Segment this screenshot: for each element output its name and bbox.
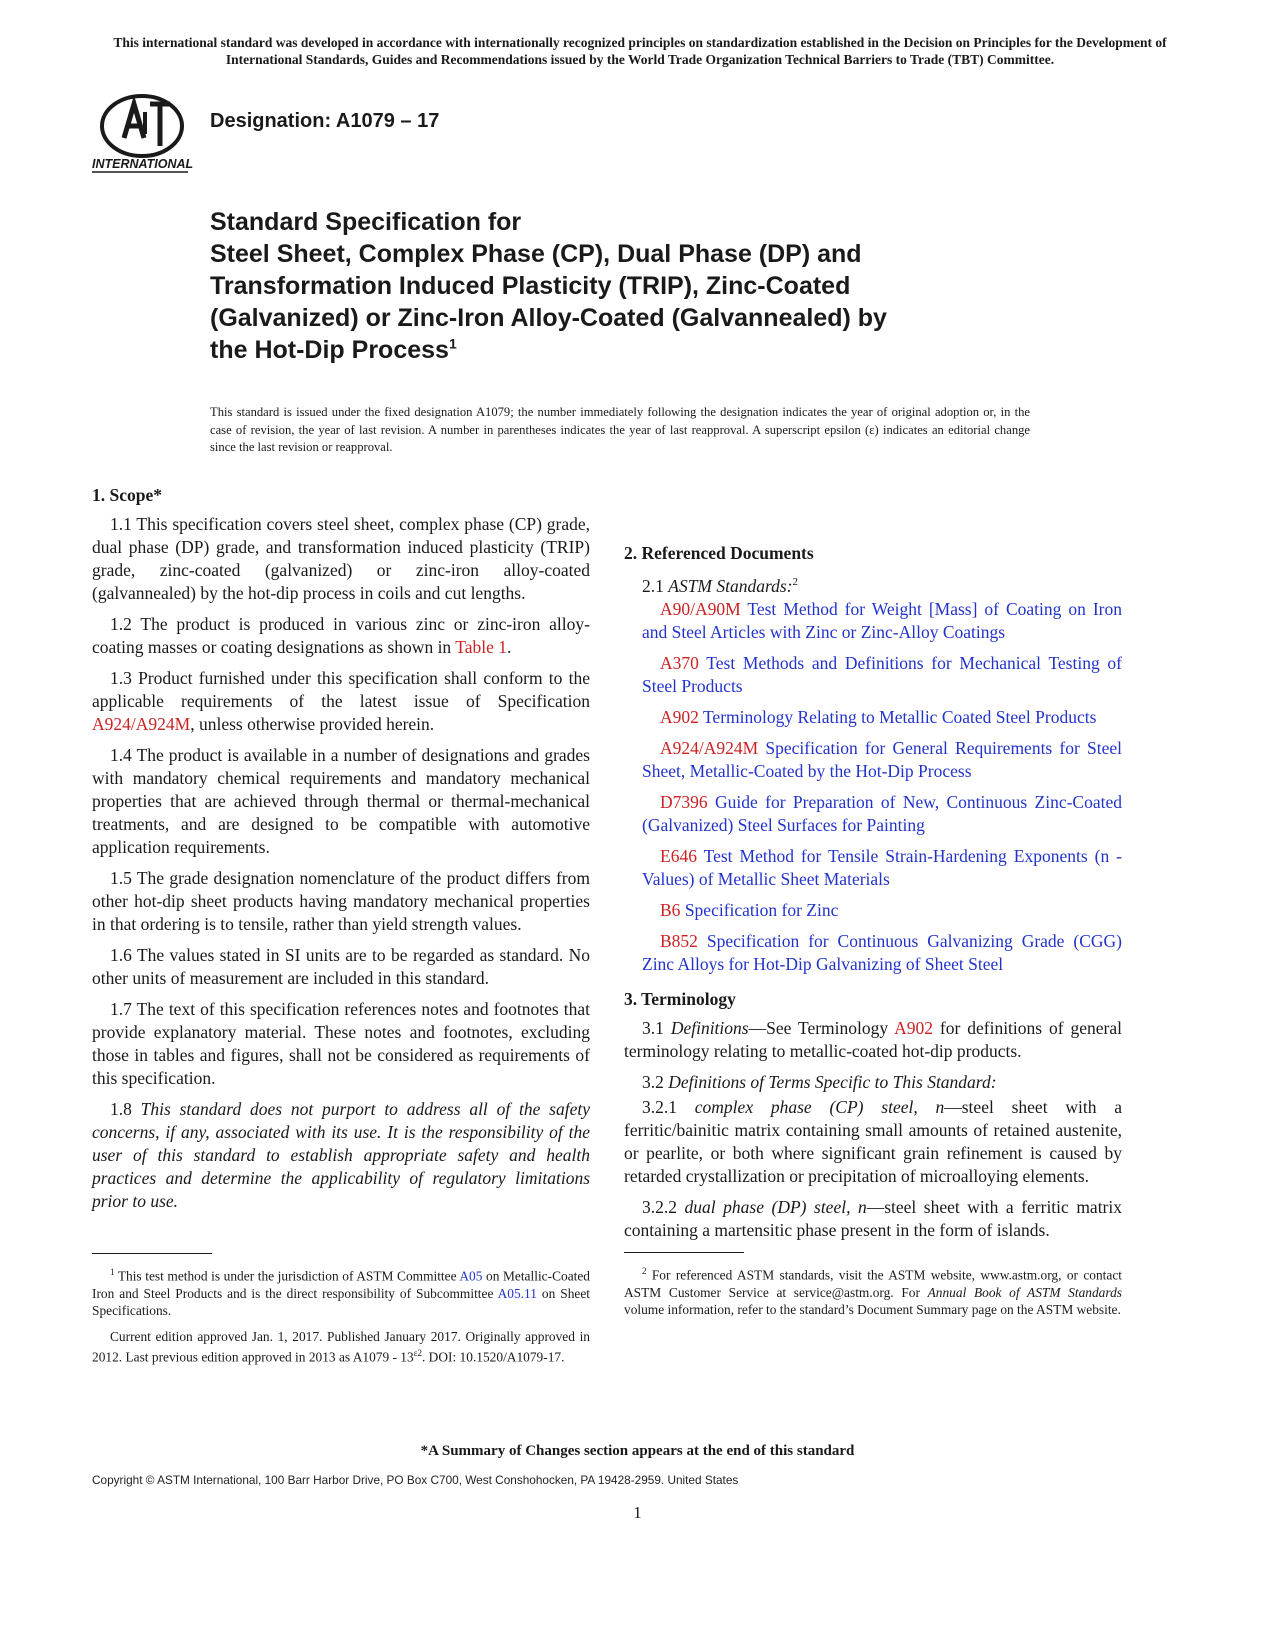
referenced-item[interactable]: [624, 598, 1122, 644]
para-1-1: 1.1 This specification covers steel sheet, complex phase (CP) grade, dual phase (DP) grade, and transformation induced plasticity (TRIP) grade, zinc-coated (galvanized) or zinc-iron alloy-coated (galvannealed) by the hot-dip process in coils and cut lengths.: [92, 514, 590, 603]
footnote-rule: [92, 1253, 212, 1254]
section-scope-heading: 1. Scope*: [92, 485, 162, 505]
footnote-2: $^2$ For referenced ASTM standards, visit the ASTM website, www.astm.org, or contact ASTM Customer Service at service@astm.org. For Annual Book of ASTM Standards volume information, refer to the standard’s Document Summary page on the ASTM website.: [624, 1265, 1122, 1318]
page-number: 1: [633, 1503, 642, 1522]
referenced-doc-title[interactable]: Guide for Preparation of New, Continuous Zinc-Coated (Galvanized) Steel Surfaces for Painting: [642, 791, 1122, 835]
title-line-1: Standard Specification for: [210, 208, 522, 236]
para-1-8-continuation-space: [624, 484, 1122, 530]
referenced-doc-title[interactable]: Test Methods and Definitions for Mechanical Testing of Steel Products: [642, 652, 1122, 696]
referenced-item[interactable]: [624, 737, 1122, 783]
a05-link[interactable]: A05: [459, 1268, 483, 1284]
referenced-item[interactable]: [624, 652, 1122, 698]
issued-note: This standard is issued under the fixed designation A1079; the number immediately following the designation indicates the year of original adoption or, in the case of revision, the year of last revision. A number in parentheses indicates the year of last reapproval. A superscript epsilon (ε) indicates an editorial change since the last revision or reapproval.: [210, 405, 1030, 454]
referenced-list: [624, 598, 1122, 976]
table-1-link[interactable]: Table 1: [455, 637, 507, 657]
referenced-doc-id[interactable]: A370: [660, 652, 699, 673]
referenced-item[interactable]: [624, 899, 1122, 922]
a902-link[interactable]: A902: [894, 1017, 933, 1038]
referenced-doc-id[interactable]: A902: [660, 706, 699, 727]
summary-of-changes-note: *A Summary of Changes section appears at the end of this standard: [420, 1443, 855, 1459]
para-3-2: 3.2 Definitions of Terms Specific to This Standard:: [642, 1071, 997, 1092]
a924-link[interactable]: A924/A924M: [92, 714, 191, 734]
copyright: Copyright © ASTM International, 100 Barr Harbor Drive, PO Box C700, West Conshohocken, PA 19428-2959. United States: [92, 1473, 739, 1487]
section-terminology-heading: 3. Terminology: [624, 988, 736, 1009]
tbt-notice: This international standard was developed in accordance with internationally recognized principles on standardization established in the Decision on Principles for the Development of International Standards, Guides and Recommendations issued by the World Trade Organization Technical Barriers to Trade (TBT) Committee.: [113, 35, 1167, 67]
referenced-doc-title[interactable]: Specification for Continuous Galvanizing Grade (CGG) Zinc Alloys for Hot-Dip Galvanizing of Sheet Steel: [642, 930, 1123, 974]
para-1-6: 1.6 The values stated in SI units are to be regarded as standard. No other units of measurement are included in this standard.: [92, 945, 590, 988]
footnote-rule-2: [624, 1252, 744, 1253]
referenced-doc-id[interactable]: D7396: [660, 791, 708, 812]
title-line-3: Transformation Induced Plasticity (TRIP), Zinc-Coated: [210, 272, 851, 300]
referenced-doc-title[interactable]: Specification for General Requirements for Steel Sheet, Metallic-Coated by the Hot-Dip Process: [642, 737, 1122, 781]
para-1-3: 1.3 Product furnished under this specification shall conform to the applicable requirements of the latest issue of Specification A924/A924M, unless otherwise provided herein.: [92, 668, 590, 734]
referenced-item[interactable]: [624, 845, 1122, 891]
logo-text: INTERNATIONAL: [92, 157, 194, 171]
referenced-item[interactable]: [624, 930, 1122, 976]
section-referenced-heading: 2. Referenced Documents: [624, 543, 814, 563]
title-line-4: (Galvanized) or Zinc-Iron Alloy-Coated (Galvannealed) by: [210, 304, 887, 332]
astm-logo: [90, 90, 202, 176]
referenced-doc-title[interactable]: Test Method for Tensile Strain-Hardening Exponents (n -Values) of Metallic Sheet Materials: [642, 845, 1123, 889]
para-1-7: 1.7 The text of this specification references notes and footnotes that provide explanatory material. These notes and footnotes, excluding those in tables and figures, shall not be considered as requirements of this specification.: [92, 999, 590, 1088]
left-column: [92, 484, 590, 1374]
title-line-2: Steel Sheet, Complex Phase (CP), Dual Phase (DP) and: [210, 240, 862, 268]
referenced-doc-title[interactable]: Terminology Relating to Metallic Coated Steel Products: [702, 706, 1097, 727]
para-3-1: 3.1 Definitions—See Terminology A902 for definitions of general terminology relating to metallic-coated hot-dip products.: [624, 1017, 1123, 1061]
designation: Designation: A1079 – 17: [210, 110, 440, 132]
referenced-doc-id[interactable]: A90/A90M: [660, 598, 741, 619]
referenced-doc-id[interactable]: E646: [660, 845, 697, 866]
referenced-doc-id[interactable]: B6: [660, 899, 681, 920]
document-title: [210, 206, 1010, 366]
para-1-8: 1.8 This standard does not purport to address all of the safety concerns, if any, associated with its use. It is the responsibility of the user of this standard to establish appropriate safety and health practices and determine the applicability of regulatory limitations prior to use.: [92, 1099, 590, 1211]
title-footnote-mark: 1: [448, 335, 457, 352]
referenced-item[interactable]: [624, 791, 1122, 837]
para-1-4: 1.4 The product is available in a number of designations and grades with mandatory chemical requirements and mandatory mechanical properties that are achieved through thermal or thermal-mechanical treatments, and are designed to be compatible with automotive application requirements.: [92, 745, 590, 857]
astm-standards-label: 2.1 ASTM Standards:$^2$: [642, 575, 799, 596]
right-column: [624, 484, 1122, 1327]
referenced-doc-id[interactable]: A924/A924M: [660, 737, 759, 758]
para-3-2-1: 3.2.1 complex phase (CP) steel, n—steel sheet with a ferritic/bainitic matrix containing small amounts of retained austenite, or pearlite, or both where significant grain refinement is caused by retarded crystallization or precipitation of microalloying elements.: [624, 1096, 1122, 1186]
referenced-doc-id[interactable]: B852: [660, 930, 698, 951]
footnote-1-edition: Current edition approved Jan. 1, 2017. Published January 2017. Originally approved in 2012. Last previous edition approved in 2013 as $A1079 - 13^{\varepsilon 2}$. DOI: 10.1520/A1079-17.: [92, 1328, 590, 1365]
referenced-item[interactable]: [624, 706, 1122, 729]
footnote-1: $^1$ This test method is under the jurisdiction of ASTM Committee A05 on Metallic-Coated Iron and Steel Products and is the direct responsibility of Subcommittee A05.11 on Sheet Specifications.: [92, 1267, 590, 1319]
a05-11-link[interactable]: A05.11: [497, 1285, 537, 1301]
para-3-2-2: 3.2.2 dual phase (DP) steel, n—steel sheet with a ferritic matrix containing a martensitic phase present in the form of islands.: [624, 1196, 1122, 1240]
referenced-doc-title[interactable]: Specification for Zinc: [684, 899, 839, 920]
title-line-5: the Hot-Dip Process: [210, 336, 449, 364]
para-1-2: 1.2 The product is produced in various zinc or zinc-iron alloy-coating masses or coating designations as shown in Table 1.: [92, 614, 590, 657]
para-1-5: 1.5 The grade designation nomenclature of the product differs from other hot-dip sheet products having mandatory mechanical properties in that ordering is to tensile, rather than yield strength values.: [92, 868, 590, 934]
referenced-doc-title[interactable]: Test Method for Weight [Mass] of Coating on Iron and Steel Articles with Zinc or Zinc-Alloy Coatings: [642, 598, 1123, 642]
